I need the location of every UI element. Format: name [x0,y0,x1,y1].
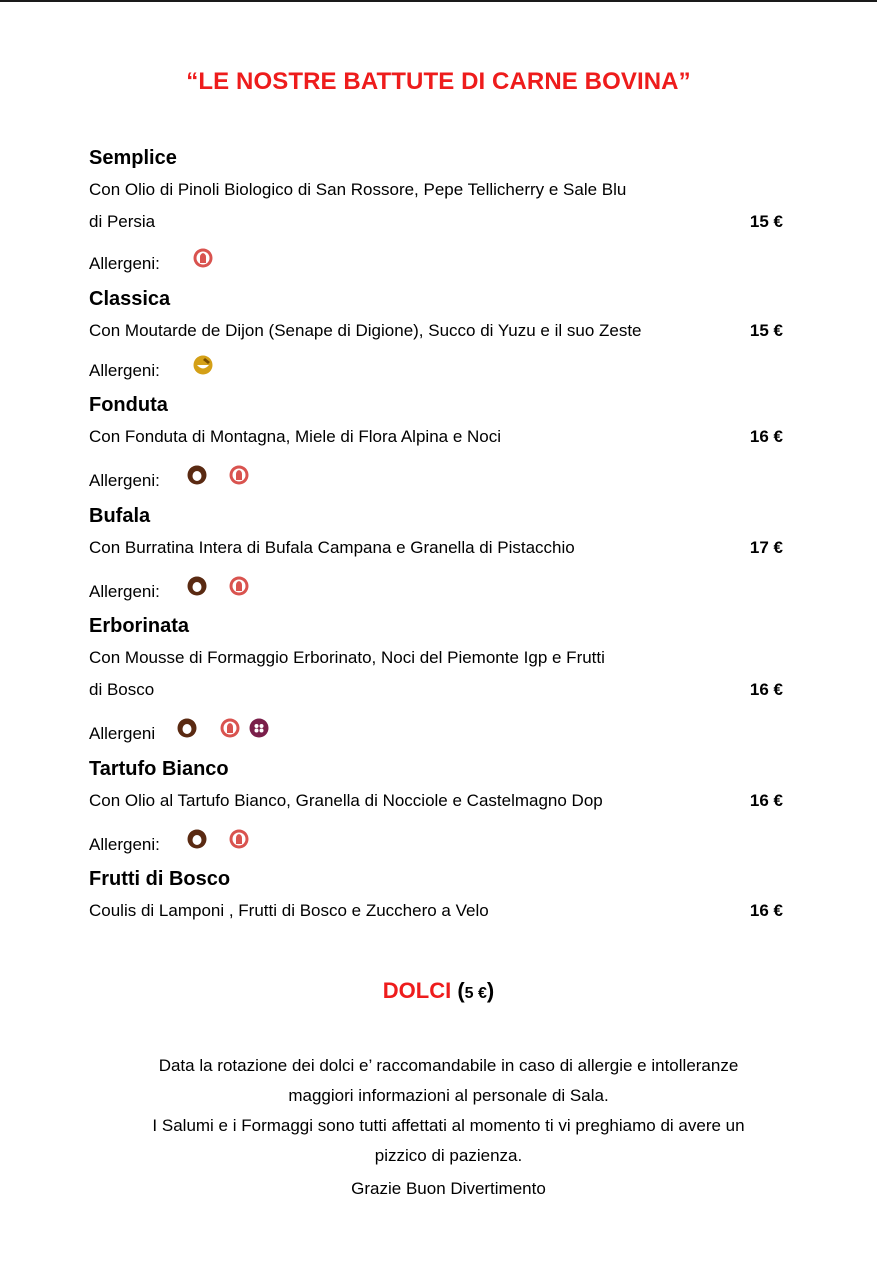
item-price: 16 € [749,901,783,920]
item-price: 16 € [749,791,783,810]
item-name: Tartufo Bianco [89,758,229,780]
item-description: Coulis di Lamponi , Frutti di Bosco e Zucchero a Velo [89,901,489,920]
nuts-icon [187,576,207,596]
menu-item [89,614,789,743]
nuts-icon [187,829,207,849]
item-name: Erborinata [89,615,190,637]
top-border [0,0,877,2]
item-price: 16 € [749,427,783,446]
allergen-label: Allergeni: [89,254,160,273]
dolci-label: DOLCI [382,978,452,1003]
nuts-icon [177,718,197,738]
item-description: Con Burratina Intera di Bufala Campana e Granella di Pistacchio [89,538,575,557]
item-name: Fonduta [89,394,168,416]
item-price: 15 € [749,212,783,231]
allergen-label: Allergeni: [89,582,160,601]
item-name: Classica [89,288,171,310]
milk-icon [220,718,240,738]
milk-icon [229,465,249,485]
menu-item [89,393,789,490]
item-price: 15 € [749,321,783,340]
item-description: Con Fonduta di Montagna, Miele di Flora Alpina e Noci [89,427,502,446]
item-price: 16 € [749,680,783,699]
allergen-label: Allergeni: [89,471,160,490]
item-description: Con Moutarde de Dijon (Senape di Digione), Succo di Yuzu e il suo Zeste [89,321,642,340]
item-name: Bufala [89,505,151,527]
allergen-label: Allergeni: [89,835,160,854]
menu-item [89,287,789,380]
menu-item [89,867,789,920]
milk-icon [193,248,213,268]
milk-icon [229,576,249,596]
menu-item [89,757,789,854]
item-name: Semplice [89,147,177,169]
nuts-icon [187,465,207,485]
salumi-note: I Salumi e i Formaggi sono tutti affettati al momento ti vi preghiamo di avere un pizzico di pazienza. [152,1116,745,1165]
sulphites-icon [249,718,269,738]
item-description: Con Mousse di Formaggio Erborinato, Noci del Piemonte Igp e Frutti di Bosco [89,648,605,699]
item-description: Con Olio di Pinoli Biologico di San Rossore, Pepe Tellicherry e Sale Blu di Persia [89,180,627,231]
page-title: “LE NOSTRE BATTUTE DI CARNE BOVINA” [186,68,691,95]
milk-icon [229,829,249,849]
item-description: Con Olio al Tartufo Bianco, Granella di Nocciole e Castelmagno Dop [89,791,603,810]
menu-item [89,504,789,601]
dolci-heading: DOLCI (5 €) [382,978,495,1003]
item-price: 17 € [749,538,783,557]
item-name: Frutti di Bosco [89,868,231,890]
dolci-price: 5 € [464,985,487,1002]
allergen-label: Allergeni: [89,361,160,380]
closing-note: Grazie Buon Divertimento [351,1179,546,1198]
dolci-allergy-note: Data la rotazione dei dolci e’ raccomandabile in caso di allergie e intolleranze maggiori informazioni al personale di Sala. [158,1056,739,1105]
allergen-label: Allergeni [89,724,156,743]
mustard-icon [193,355,213,375]
menu-item [89,146,789,273]
